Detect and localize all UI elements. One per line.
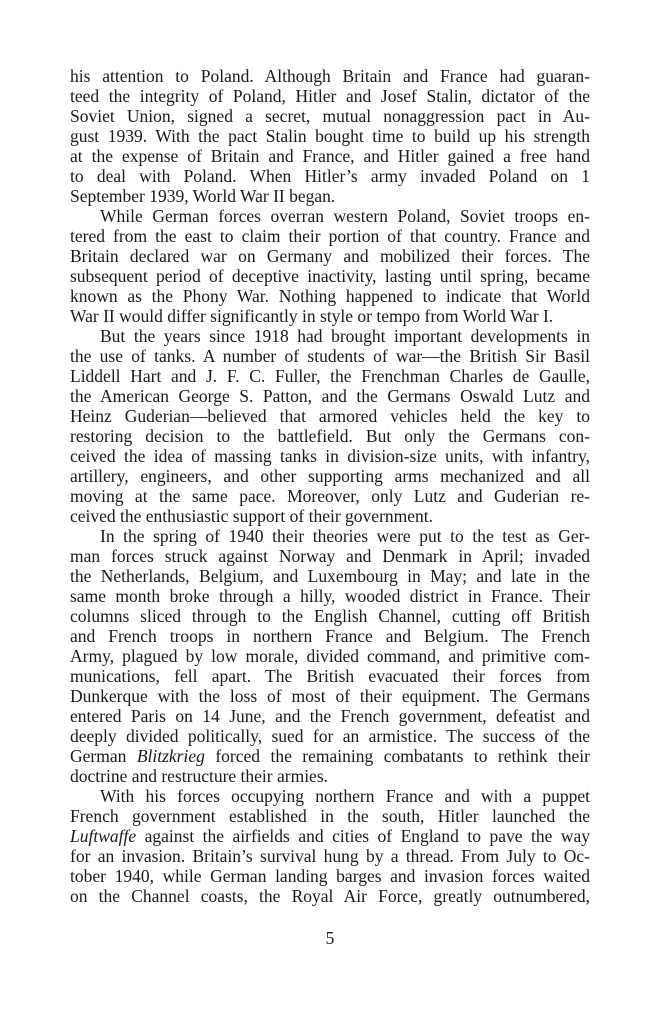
text-line <box>70 546 590 566</box>
text-line <box>70 226 590 246</box>
italic-term: Blitzkrieg <box>136 746 205 766</box>
text-segment: With his forces occupying northern France and with a puppet <box>100 786 590 806</box>
text-line <box>70 206 590 226</box>
text-line <box>70 66 590 86</box>
paragraph <box>70 326 590 526</box>
text-segment: tered from the east to claim their portion of that country. France and <box>70 226 590 246</box>
text-segment: Soviet Union, signed a secret, mutual nonaggression pact in Au- <box>70 106 590 126</box>
text-line <box>70 86 590 106</box>
text-line <box>70 386 590 406</box>
text-segment: German <box>70 746 137 766</box>
text-segment: at the expense of Britain and France, and Hitler gained a free hand <box>70 146 590 166</box>
text-line <box>70 286 590 306</box>
paragraph <box>70 206 590 326</box>
text-segment: munications, fell apart. The British evacuated their forces from <box>70 666 590 686</box>
text-segment: same month broke through a hilly, wooded district in France. Their <box>70 586 590 606</box>
text-line <box>70 686 590 706</box>
text-segment: Army, plagued by low morale, divided command, and primitive com- <box>70 646 590 666</box>
text-segment: deeply divided politically, sued for an armistice. The success of the <box>70 726 590 746</box>
text-line <box>70 806 590 826</box>
text-segment: ceived the enthusiastic support of their government. <box>70 506 434 526</box>
text-segment: for an invasion. Britain’s survival hung by a thread. From July to Oc- <box>70 846 590 866</box>
text-line <box>70 826 590 846</box>
text-line <box>70 746 590 766</box>
text-line <box>70 886 590 906</box>
text-segment: doctrine and restructure their armies. <box>70 766 329 786</box>
text-segment: and French troops in northern France and Belgium. The French <box>70 626 590 646</box>
text-line <box>70 666 590 686</box>
italic-term: Luftwaffe <box>70 826 137 846</box>
text-line <box>70 866 590 886</box>
text-segment: War II would differ significantly in style or tempo from World War I. <box>70 306 554 326</box>
text-line <box>70 786 590 806</box>
text-segment: Liddell Hart and J. F. C. Fuller, the Frenchman Charles de Gaulle, <box>70 366 590 386</box>
text-segment: entered Paris on 14 June, and the French government, defeatist and <box>70 706 590 726</box>
text-segment: against the airfields and cities of England to pave the way <box>136 826 590 846</box>
text-segment: known as the Phony War. Nothing happened to indicate that World <box>70 286 590 306</box>
text-line <box>70 266 590 286</box>
text-line <box>70 306 590 326</box>
text-line <box>70 526 590 546</box>
text-segment: restoring decision to the battlefield. But only the Germans con- <box>70 426 590 446</box>
text-segment: While German forces overran western Poland, Soviet troops en- <box>100 206 590 226</box>
text-line <box>70 706 590 726</box>
text-line <box>70 846 590 866</box>
text-segment: on the Channel coasts, the Royal Air Force, greatly outnumbered, <box>70 886 590 906</box>
text-line <box>70 326 590 346</box>
text-line <box>70 246 590 266</box>
text-line <box>70 186 590 206</box>
text-segment: columns sliced through to the English Channel, cutting off British <box>70 606 590 626</box>
paragraph <box>70 66 590 206</box>
text-line <box>70 626 590 646</box>
text-segment: September 1939, World War II began. <box>70 186 336 206</box>
text-segment: gust 1939. With the pact Stalin bought time to build up his strength <box>70 126 590 146</box>
text-segment: teed the integrity of Poland, Hitler and Josef Stalin, dictator of the <box>70 86 590 106</box>
text-line <box>70 646 590 666</box>
text-line <box>70 346 590 366</box>
text-line <box>70 446 590 466</box>
text-line <box>70 166 590 186</box>
text-segment: Britain declared war on Germany and mobilized their forces. The <box>70 246 590 266</box>
text-segment: Dunkerque with the loss of most of their equipment. The Germans <box>70 686 590 706</box>
text-line <box>70 426 590 446</box>
text-segment: the use of tanks. A number of students of war—the British Sir Basil <box>70 346 590 366</box>
text-line <box>70 726 590 746</box>
text-line <box>70 586 590 606</box>
text-line <box>70 126 590 146</box>
text-segment: In the spring of 1940 their theories were put to the test as Ger- <box>100 526 590 546</box>
page-number: 5 <box>325 928 335 948</box>
text-segment: forced the remaining combatants to rethink their <box>204 746 590 766</box>
text-line <box>70 406 590 426</box>
text-segment: artillery, engineers, and other supporting arms mechanized and all <box>70 466 590 486</box>
text-line <box>70 766 590 786</box>
text-segment: Heinz Guderian—believed that armored vehicles held the key to <box>70 406 590 426</box>
text-line <box>70 466 590 486</box>
text-line <box>70 366 590 386</box>
text-segment: moving at the same pace. Moreover, only Lutz and Guderian re- <box>70 486 590 506</box>
text-segment: his attention to Poland. Although Britain and France had guaran- <box>70 66 590 86</box>
text-segment: man forces struck against Norway and Denmark in April; invaded <box>70 546 590 566</box>
text-segment: French government established in the south, Hitler launched the <box>70 806 590 826</box>
text-segment: But the years since 1918 had brought important developments in <box>100 326 590 346</box>
text-segment: ceived the idea of massing tanks in division-size units, with infantry, <box>70 446 590 466</box>
text-segment: the American George S. Patton, and the Germans Oswald Lutz and <box>70 386 590 406</box>
text-segment: to deal with Poland. When Hitler’s army invaded Poland on 1 <box>70 166 590 186</box>
paragraph <box>70 786 590 906</box>
text-segment: tober 1940, while German landing barges and invasion forces waited <box>70 866 590 886</box>
text-line <box>70 106 590 126</box>
text-line <box>70 506 590 526</box>
text-line <box>70 486 590 506</box>
paragraph <box>70 526 590 786</box>
text-line <box>70 606 590 626</box>
text-segment: subsequent period of deceptive inactivity, lasting until spring, became <box>70 266 590 286</box>
text-segment: the Netherlands, Belgium, and Luxembourg in May; and late in the <box>70 566 590 586</box>
text-line <box>70 146 590 166</box>
text-line <box>70 566 590 586</box>
page-body <box>70 66 590 906</box>
